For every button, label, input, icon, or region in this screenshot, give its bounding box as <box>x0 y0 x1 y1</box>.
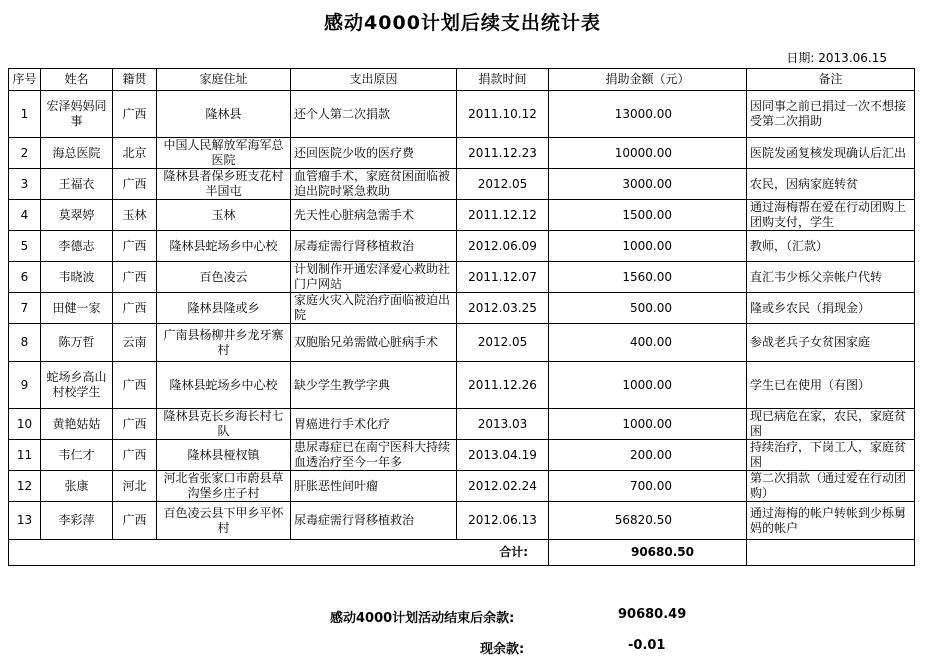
page-title: 感动4000计划后续支出统计表 <box>324 12 601 34</box>
row-time: 2012.02.24 <box>457 471 549 502</box>
row-amount: 56820.50 <box>549 502 747 540</box>
row-reason: 患尿毒症已在南宁医科大持续血透治疗至今一年多 <box>291 440 457 471</box>
row-address: 隆林县蛇场乡中心校 <box>157 231 291 262</box>
row-note: 隆或乡农民（捐现金） <box>747 293 915 324</box>
header-cell: 备注 <box>747 69 915 91</box>
table-row <box>9 362 915 409</box>
header-cell: 家庭住址 <box>157 69 291 91</box>
row-origin: 广西 <box>113 409 157 440</box>
row-time: 2012.05 <box>457 169 549 200</box>
row-number: 3 <box>9 169 41 200</box>
row-number: 2 <box>9 138 41 169</box>
row-address: 河北省张家口市蔚县草沟堡乡庄子村 <box>157 471 291 502</box>
table-row <box>9 471 915 502</box>
row-address: 隆林县克长乡海长村七队 <box>157 409 291 440</box>
table-row <box>9 231 915 262</box>
row-name: 黄艳姑姑 <box>41 409 113 440</box>
row-reason: 还个人第二次捐款 <box>291 91 457 138</box>
table-row <box>9 138 915 169</box>
table-row <box>9 324 915 362</box>
row-amount: 700.00 <box>549 471 747 502</box>
row-reason: 尿毒症需行肾移植救治 <box>291 502 457 540</box>
row-time: 2011.10.12 <box>457 91 549 138</box>
total-label: 合计: <box>9 540 549 566</box>
row-number: 4 <box>9 200 41 231</box>
row-time: 2012.03.25 <box>457 293 549 324</box>
row-reason: 还回医院少收的医疗费 <box>291 138 457 169</box>
current-balance-label: 现余款: <box>480 642 525 657</box>
row-origin: 广西 <box>113 262 157 293</box>
row-address: 隆林县桠杈镇 <box>157 440 291 471</box>
header-cell: 姓名 <box>41 69 113 91</box>
row-time: 2012.05 <box>457 324 549 362</box>
row-name: 王福衣 <box>41 169 113 200</box>
row-reason: 血管瘤手术，家庭贫困面临被迫出院时紧急救助 <box>291 169 457 200</box>
row-reason: 家庭火灾入院治疗面临被迫出院 <box>291 293 457 324</box>
row-address: 百色凌云 <box>157 262 291 293</box>
table-header-row <box>9 69 915 91</box>
row-address: 广南县杨柳井乡龙牙寨村 <box>157 324 291 362</box>
row-name: 韦仁才 <box>41 440 113 471</box>
row-name: 李德志 <box>41 231 113 262</box>
row-note: 教师，（汇款） <box>747 231 915 262</box>
row-number: 10 <box>9 409 41 440</box>
row-reason: 胃癌进行手术化疗 <box>291 409 457 440</box>
row-reason: 计划制作开通宏泽爱心救助社门户网站 <box>291 262 457 293</box>
row-time: 2011.12.12 <box>457 200 549 231</box>
row-name: 蛇场乡高山村校学生 <box>41 362 113 409</box>
row-number: 6 <box>9 262 41 293</box>
row-origin: 玉林 <box>113 200 157 231</box>
row-number: 5 <box>9 231 41 262</box>
table-row <box>9 200 915 231</box>
header-cell: 籍贯 <box>113 69 157 91</box>
header-cell: 捐助金额（元） <box>549 69 747 91</box>
row-amount: 10000.00 <box>549 138 747 169</box>
table-row <box>9 502 915 540</box>
row-amount: 1000.00 <box>549 409 747 440</box>
row-address: 隆林县者保乡班支花村半国屯 <box>157 169 291 200</box>
row-origin: 广西 <box>113 231 157 262</box>
row-number: 9 <box>9 362 41 409</box>
row-address: 隆林县 <box>157 91 291 138</box>
row-note: 因同事之前已捐过一次不想接受第二次捐助 <box>747 91 915 138</box>
balance-label: 感动4000计划活动结束后余款: <box>330 611 515 626</box>
row-origin: 广西 <box>113 293 157 324</box>
row-number: 1 <box>9 91 41 138</box>
row-amount: 1000.00 <box>549 231 747 262</box>
row-origin: 广西 <box>113 502 157 540</box>
row-name: 李彩萍 <box>41 502 113 540</box>
row-note: 持续治疗，下岗工人，家庭贫困 <box>747 440 915 471</box>
row-note: 参战老兵子女贫困家庭 <box>747 324 915 362</box>
row-reason: 肝胀恶性间叶瘤 <box>291 471 457 502</box>
row-time: 2011.12.26 <box>457 362 549 409</box>
row-name: 莫翠婷 <box>41 200 113 231</box>
row-note: 通过海梅帮在爱在行动团购上团购支付，学生 <box>747 200 915 231</box>
table-row <box>9 262 915 293</box>
row-time: 2012.06.09 <box>457 231 549 262</box>
total-value: 90680.50 <box>549 540 747 566</box>
row-number: 8 <box>9 324 41 362</box>
row-note: 农民，因病家庭转贫 <box>747 169 915 200</box>
expense-table <box>8 68 915 566</box>
total-row <box>9 540 915 566</box>
header-cell: 序号 <box>9 69 41 91</box>
row-origin: 云南 <box>113 324 157 362</box>
row-name: 田健一家 <box>41 293 113 324</box>
row-note: 医院发函复核发现确认后汇出 <box>747 138 915 169</box>
row-note: 现已病危在家，农民，家庭贫困 <box>747 409 915 440</box>
row-time: 2013.03 <box>457 409 549 440</box>
row-amount: 1500.00 <box>549 200 747 231</box>
balance-value: 90680.49 <box>618 607 687 622</box>
row-note: 直汇韦少栎父亲帐户代转 <box>747 262 915 293</box>
row-reason: 先天性心脏病急需手术 <box>291 200 457 231</box>
row-origin: 河北 <box>113 471 157 502</box>
row-number: 11 <box>9 440 41 471</box>
row-name: 海总医院 <box>41 138 113 169</box>
header-cell: 捐款时间 <box>457 69 549 91</box>
row-note: 通过海梅的帐户转帐到少栎舅妈的帐户 <box>747 502 915 540</box>
table-row <box>9 440 915 471</box>
row-time: 2012.06.13 <box>457 502 549 540</box>
row-amount: 1000.00 <box>549 362 747 409</box>
row-origin: 北京 <box>113 138 157 169</box>
row-origin: 广西 <box>113 362 157 409</box>
row-origin: 广西 <box>113 440 157 471</box>
row-number: 7 <box>9 293 41 324</box>
row-address: 隆林县蛇场乡中心校 <box>157 362 291 409</box>
row-time: 2011.12.23 <box>457 138 549 169</box>
row-number: 12 <box>9 471 41 502</box>
row-name: 陈万哲 <box>41 324 113 362</box>
row-address: 玉林 <box>157 200 291 231</box>
row-origin: 广西 <box>113 91 157 138</box>
table-row <box>9 409 915 440</box>
row-note: 学生已在使用（有图） <box>747 362 915 409</box>
row-time: 2013.04.19 <box>457 440 549 471</box>
row-number: 13 <box>9 502 41 540</box>
row-address: 百色凌云县下甲乡平怀村 <box>157 502 291 540</box>
row-origin: 广西 <box>113 169 157 200</box>
current-balance-value: -0.01 <box>628 638 666 653</box>
table-row <box>9 293 915 324</box>
table-row <box>9 169 915 200</box>
row-address: 隆林县隆或乡 <box>157 293 291 324</box>
row-amount: 200.00 <box>549 440 747 471</box>
table-row <box>9 91 915 138</box>
row-amount: 500.00 <box>549 293 747 324</box>
row-time: 2011.12.07 <box>457 262 549 293</box>
row-amount: 13000.00 <box>549 91 747 138</box>
row-name: 韦晓波 <box>41 262 113 293</box>
row-amount: 400.00 <box>549 324 747 362</box>
row-reason: 缺少学生教学字典 <box>291 362 457 409</box>
row-name: 宏泽妈妈同事 <box>41 91 113 138</box>
row-reason: 双胞胎兄弟需做心脏病手术 <box>291 324 457 362</box>
report-date: 日期: 2013.06.15 <box>786 51 887 65</box>
row-amount: 1560.00 <box>549 262 747 293</box>
row-note: 第二次捐款（通过爱在行动团购） <box>747 471 915 502</box>
total-note-cell <box>747 540 915 566</box>
row-amount: 3000.00 <box>549 169 747 200</box>
row-address: 中国人民解放军海军总医院 <box>157 138 291 169</box>
row-name: 张康 <box>41 471 113 502</box>
header-cell: 支出原因 <box>291 69 457 91</box>
row-reason: 尿毒症需行肾移植救治 <box>291 231 457 262</box>
